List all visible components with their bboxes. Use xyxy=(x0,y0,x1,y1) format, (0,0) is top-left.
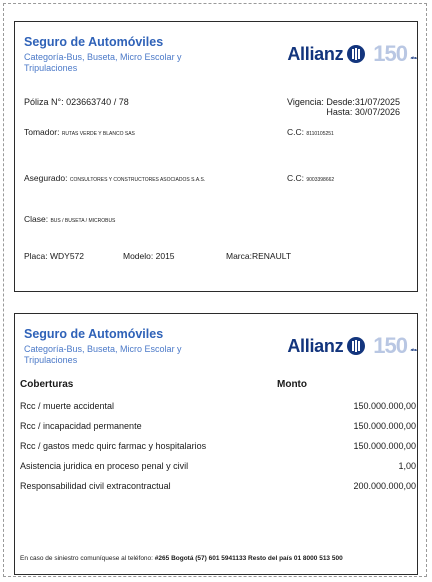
modelo-label: Modelo: xyxy=(123,251,154,261)
coverage-card xyxy=(14,313,418,575)
tomador-cc-label: C.C: xyxy=(287,127,304,137)
poliza-label: Póliza N°: xyxy=(24,97,64,107)
allianz-logo xyxy=(287,41,416,67)
coverage-name: Rcc / incapacidad permanente xyxy=(20,421,142,431)
card-subtitle: Categoría-Bus, Buseta, Micro Escolar y Tripulaciones xyxy=(24,344,182,365)
vigencia-block xyxy=(287,97,400,117)
allianz-emblem-icon xyxy=(347,45,365,63)
vigencia-label: Vigencia: xyxy=(287,97,324,107)
clase-value: BUS / BUSETA / MICROBUS xyxy=(50,218,116,224)
allianz-emblem-icon xyxy=(347,337,365,355)
coberturas-header: Coberturas xyxy=(20,379,74,390)
coverage-amount: 200.000.000,00 xyxy=(353,481,416,491)
asegurado-label: Asegurado: xyxy=(24,173,68,183)
policy-card xyxy=(14,21,418,292)
placa-value: WDY572 xyxy=(50,251,85,261)
footer-prefix: En caso de siniestro comuníquese al teléfono: xyxy=(20,555,153,562)
footer-phones: #265 Bogotá (57) 601 5941133 Resto del país 01 8000 513 500 xyxy=(154,555,343,562)
marca-value: RENAULT xyxy=(251,251,292,261)
desde-value: 31/07/2025 xyxy=(354,97,400,107)
modelo-value: 2015 xyxy=(155,251,175,261)
card-subtitle: Categoría-Bus, Buseta, Micro Escolar y Tripulaciones xyxy=(24,52,182,73)
clase-label: Clase: xyxy=(24,214,49,224)
poliza-value: 023663740 / 78 xyxy=(66,97,129,107)
clase-line xyxy=(24,214,115,224)
placa-label: Placa: xyxy=(24,251,48,261)
coverage-amount: 1,00 xyxy=(398,461,416,471)
hasta-label: Hasta: xyxy=(326,107,353,117)
coverage-name: Responsabilidad civil extracontractual xyxy=(20,481,171,491)
card-title: Seguro de Automóviles xyxy=(24,327,164,341)
coverage-name: Rcc / muerte accidental xyxy=(20,401,115,411)
logo-wordmark: Allianz xyxy=(287,43,344,64)
coverage-amount: 150.000.000,00 xyxy=(353,441,416,451)
tomador-cc xyxy=(287,127,334,137)
coverage-amount: 150.000.000,00 xyxy=(353,401,416,411)
card-title: Seguro de Automóviles xyxy=(24,35,164,49)
placa-line xyxy=(24,251,84,261)
logo-anniversary: 150 años xyxy=(373,41,416,66)
asegurado-line xyxy=(24,173,205,183)
desde-label: Desde: xyxy=(326,97,355,107)
asegurado-cc-label: C.C: xyxy=(287,173,304,183)
coverage-name: Rcc / gastos medc quirc farmac y hospitalarios xyxy=(20,441,207,451)
logo-anniversary: 150 años xyxy=(373,333,416,358)
tomador-label: Tomador: xyxy=(24,127,60,137)
tomador-line xyxy=(24,127,135,137)
asegurado-cc-value: 9003398662 xyxy=(306,177,335,183)
marca-line xyxy=(226,251,291,261)
marca-label: Marca: xyxy=(226,251,252,261)
tomador-value: RUTAS VERDE Y BLANCO SAS xyxy=(61,131,135,137)
tomador-cc-value: 8110105251 xyxy=(306,131,334,137)
claims-contact-footer xyxy=(20,555,343,562)
allianz-logo xyxy=(287,333,416,359)
logo-wordmark: Allianz xyxy=(287,335,344,356)
asegurado-cc xyxy=(287,173,334,183)
monto-header: Monto xyxy=(277,379,307,390)
asegurado-value: CONSULTORES Y CONSTRUCTORES ASOCIADOS S.A.S. xyxy=(69,177,206,183)
hasta-value: 30/07/2026 xyxy=(354,107,400,117)
poliza-line xyxy=(24,97,129,107)
coverage-amount: 150.000.000,00 xyxy=(353,421,416,431)
modelo-line xyxy=(123,251,175,261)
coverage-name: Asistencia juridica en proceso penal y civil xyxy=(20,461,189,471)
